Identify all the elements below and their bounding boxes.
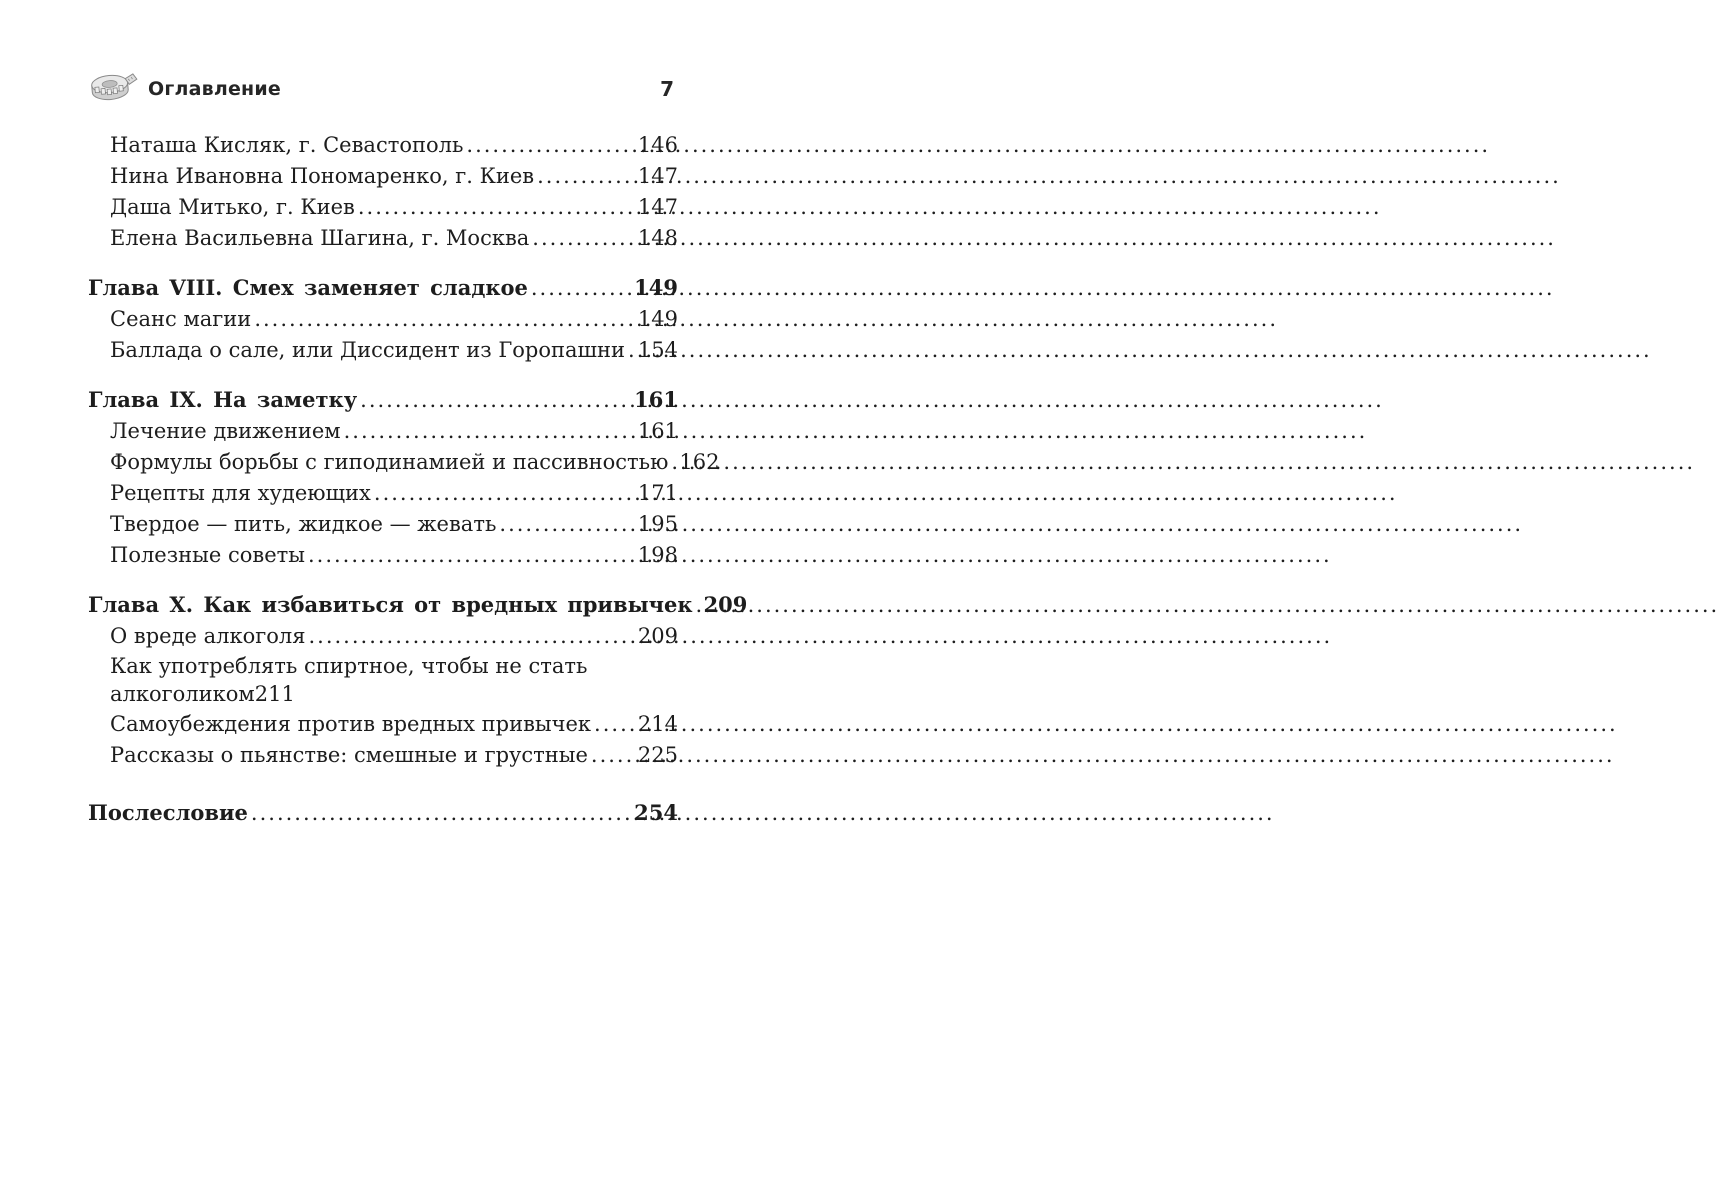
dot-leader: [374, 478, 638, 509]
page-number: 7: [660, 77, 674, 101]
toc-entry-page: 147: [637, 195, 678, 219]
toc-entry-row: [88, 223, 678, 254]
toc-entry-title: Рассказы о пьянстве: смешные и грустные: [110, 743, 588, 767]
dot-leader: [499, 509, 638, 540]
book-page: [0, 0, 763, 1200]
toc-chapter-row: [88, 384, 678, 416]
toc-entry-title-line1: Как употреблять спиртное, чтобы не стать: [110, 654, 588, 678]
toc-entry-title: Сеанс магии: [110, 307, 252, 331]
toc-entry-title: Баллада о сале, или Диссидент из Горопашни: [110, 338, 626, 362]
toc-entry-row: [88, 335, 678, 366]
toc-entry-page: 195: [637, 512, 678, 536]
toc-entry-page: 198: [637, 543, 678, 567]
toc-entry-page: 214: [637, 712, 678, 736]
toc-entry-title: Полезные советы: [110, 543, 305, 567]
toc-chapter-page: 149: [634, 275, 678, 300]
toc-entry-row: [88, 192, 678, 223]
toc-entry-page: 211: [254, 682, 295, 706]
toc-entry-title: Твердое — пить, жидкое — жевать: [110, 512, 497, 536]
toc-entry-page: 225: [637, 743, 678, 767]
toc-entry-title: Даша Митько, г. Киев: [110, 195, 355, 219]
toc-chapter-page: 209: [703, 592, 748, 617]
toc-chapter-title: Глава IX. На заметку: [88, 387, 358, 412]
toc-entry-row: [88, 161, 678, 192]
toc-entry-title: О вреде алкоголя: [110, 624, 306, 648]
dot-leader: [671, 447, 679, 478]
dot-leader: [531, 273, 634, 304]
dot-leader: [537, 161, 638, 192]
dot-leader: [358, 192, 638, 223]
dot-leader: [308, 540, 638, 571]
page-header: [88, 74, 678, 104]
toc-entry-page: 162: [679, 450, 720, 474]
toc-chapter-title: Глава VIII. Смех заменяет сладкое: [88, 275, 528, 300]
toc-entry-row: [88, 740, 678, 771]
page-header-title: Оглавление: [148, 78, 281, 100]
toc-entry-page: 147: [637, 164, 678, 188]
toc-entry-title: Самоубеждения против вредных привычек: [110, 712, 592, 736]
toc-entry-row: [88, 130, 678, 161]
dot-leader: [532, 223, 638, 254]
dot-leader: [251, 798, 634, 829]
toc-chapter-page: 161: [634, 387, 678, 412]
dot-leader: [308, 621, 637, 652]
toc-chapter-title: Глава X. Как избавиться от вредных привычек: [88, 592, 693, 617]
toc-entry-title: Формулы борьбы с гиподинамией и пассивностью: [110, 450, 669, 474]
dot-leader: [591, 740, 638, 771]
toc-entry-page: 209: [637, 624, 678, 648]
toc-chapter-row: [88, 589, 748, 621]
dot-leader: [360, 385, 634, 416]
toc-entry-title: Рецепты для худеющих: [110, 481, 371, 505]
toc-entry-row: [88, 509, 678, 540]
toc-entry-row: [88, 621, 678, 652]
toc-entry-row: [88, 304, 678, 335]
toc-chapter-row: [88, 272, 678, 304]
toc-entry-page: 161: [637, 419, 678, 443]
dot-leader: [696, 590, 704, 621]
toc-entry-title: Елена Васильевна Шагина, г. Москва: [110, 226, 530, 250]
toc-entry-row: [88, 447, 720, 478]
dot-leader: [594, 709, 638, 740]
toc-entry-title-line2: алкоголиком: [110, 682, 255, 706]
toc-entry-row: [88, 540, 678, 571]
dot-leader: [466, 130, 638, 161]
toc-entry-row: [88, 478, 678, 509]
toc-entry-title: Наташа Кисляк, г. Севастополь: [110, 133, 464, 157]
measuring-tape-icon: [88, 72, 138, 104]
toc-entry-row-two-line: [88, 652, 678, 709]
toc-entry-page: 148: [637, 226, 678, 250]
toc-entry-row: [88, 709, 678, 740]
toc-entry-title: Нина Ивановна Пономаренко, г. Киев: [110, 164, 535, 188]
toc-entry-row: [88, 416, 678, 447]
toc-afterword-row: [88, 797, 678, 829]
toc-afterword-title: Послесловие: [88, 800, 248, 825]
table-of-contents: [88, 130, 748, 829]
toc-entry-page: 149: [637, 307, 678, 331]
toc-entry-page: 171: [637, 481, 678, 505]
toc-afterword-page: 254: [634, 800, 678, 825]
dot-leader: [344, 416, 638, 447]
toc-entry-page: 146: [637, 133, 678, 157]
toc-entry-page: 154: [637, 338, 678, 362]
toc-entry-title: Лечение движением: [110, 419, 341, 443]
dot-leader: [628, 335, 638, 366]
dot-leader: [254, 304, 638, 335]
